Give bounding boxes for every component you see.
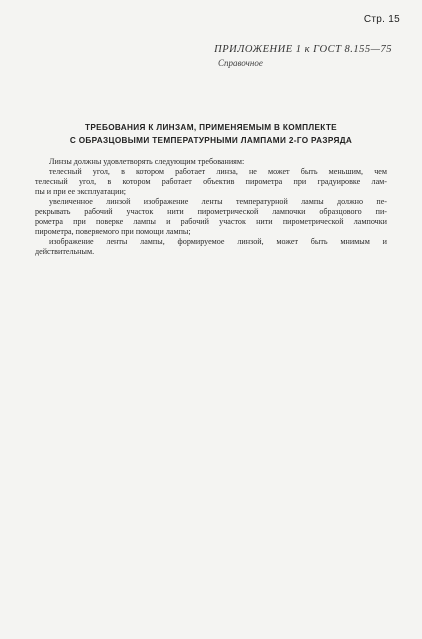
body-text: [35, 157, 387, 257]
body-line-intro: Линзы должны удовлетворять следующим требованиям:: [49, 157, 245, 166]
body-line: рекрывать рабочий участок нити пирометрической лампочки образцового пи-: [35, 207, 387, 216]
title-line-1: ТРЕБОВАНИЯ К ЛИНЗАМ, ПРИМЕНЯЕМЫМ В КОМПЛЕКТЕ: [84, 123, 337, 132]
appendix-heading: ПРИЛОЖЕНИЕ 1 к ГОСТ 8.155—75: [214, 44, 392, 55]
body-line: пы и при ее эксплуатации;: [35, 187, 127, 196]
document-title: [30, 121, 392, 147]
page-number: Стр. 15: [363, 14, 400, 25]
reference-label: Справочное: [218, 58, 263, 68]
body-line: телесный угол, в котором работает объектив пирометра при градуировке лам-: [35, 177, 387, 186]
body-line-requirement-1: телесный угол, в котором работает линза, не может быть меньшим, чем: [49, 167, 387, 176]
body-line: действительным.: [35, 247, 95, 256]
body-line: пирометра, поверяемого при помощи лампы;: [35, 227, 191, 236]
body-line-requirement-2: увеличенное линзой изображение ленты температурной лампы должно пе-: [49, 197, 387, 206]
body-line-requirement-3: изображение ленты лампы, формируемое линзой, может быть мнимым и: [49, 237, 387, 246]
body-line: рометра при поверке лампы и рабочий участок нити пирометрической лампочки: [35, 217, 387, 226]
title-line-2: С ОБРАЗЦОВЫМИ ТЕМПЕРАТУРНЫМИ ЛАМПАМИ 2-ГО РАЗРЯДА: [69, 136, 353, 145]
